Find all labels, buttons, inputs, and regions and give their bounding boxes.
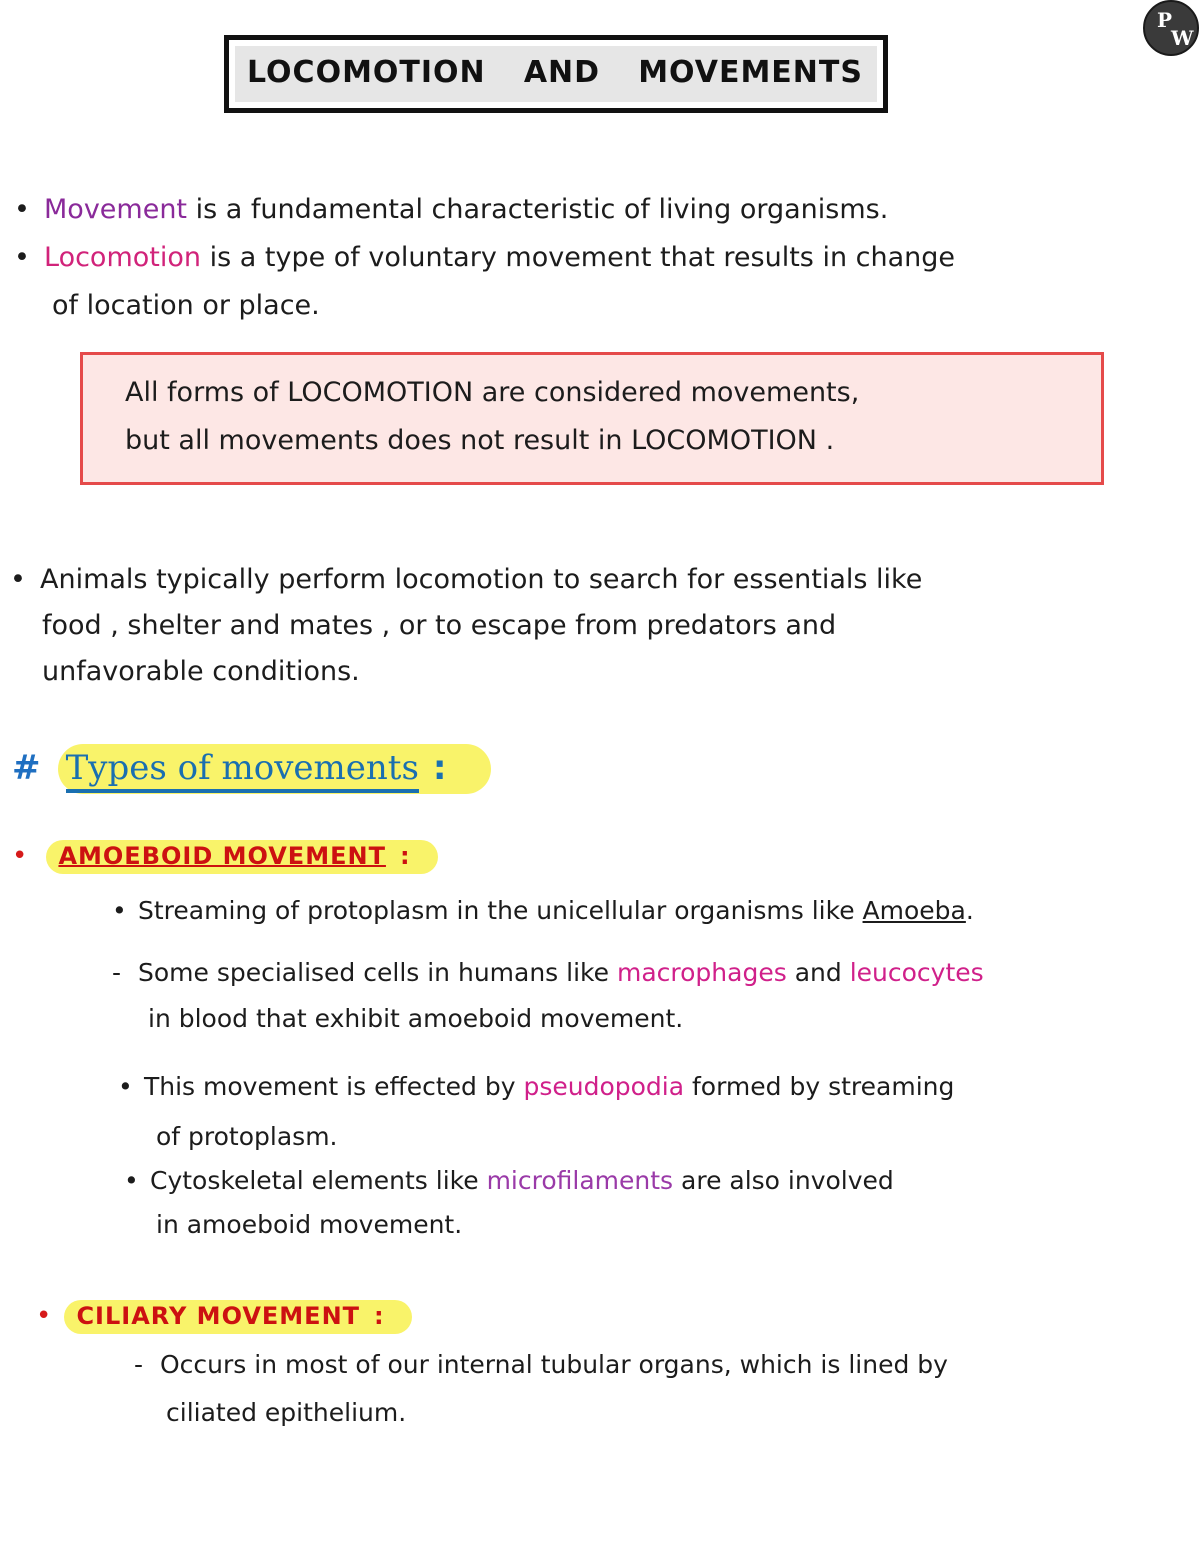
animals-line2: food , shelter and mates , or to escape from predators and [42,610,837,641]
intro-line-locomotion [14,234,955,282]
bullet: - [112,958,122,987]
ciliary-pill [64,1300,411,1334]
intro-line1-text: is a fundamental characteristic of living organisms. [195,194,889,225]
bullet: • [12,841,28,871]
animals-line3: unfavorable conditions. [42,656,360,687]
hash-icon: # [12,748,41,788]
note-line1: All forms of LOCOMOTION are considered movements, [125,377,860,408]
amoeboid-point3-line2: of protoplasm. [156,1122,338,1151]
title-word-and: AND [523,54,601,90]
page-title-box [224,35,888,113]
types-heading-text: Types of movements [66,748,419,793]
term-macrophages: macrophages [616,958,787,987]
bullet: • [36,1301,52,1331]
bullet: • [124,1166,139,1195]
animals-line1-text: Animals typically perform locomotion to search for essentials like [40,564,923,595]
ciliary-point1-line2: ciliated epithelium. [166,1398,407,1427]
bullet: • [112,896,127,925]
ciliary-heading [36,1300,412,1334]
amoeboid-point4-text: Cytoskeletal elements like [150,1166,479,1195]
intro-line-movement [14,186,888,234]
note-box [80,352,1104,485]
logo-letter-w: W [1171,26,1194,50]
amoeboid-point4 [124,1158,894,1204]
logo-letter-p: P [1157,8,1173,32]
bullet: - [134,1350,144,1379]
ciliary-point1 [134,1342,948,1388]
bullet: • [14,194,30,225]
amoeboid-point2 [112,950,984,996]
ciliary-colon: : [374,1302,384,1330]
term-pseudopodia: pseudopodia [523,1072,685,1101]
term-microfilaments: microfilaments [486,1166,674,1195]
amoeboid-point4-post: are also involved [681,1166,894,1195]
bullet: • [118,1072,133,1101]
term-movement: Movement [44,194,188,225]
amoeboid-title: AMOEBOID MOVEMENT [58,842,386,870]
bullet: • [10,564,26,595]
term-locomotion: Locomotion [44,242,201,273]
amoeboid-point3-post: formed by streaming [692,1072,955,1101]
amoeboid-point3-text: This movement is effected by [144,1072,516,1101]
period: . [965,896,974,925]
amoeboid-point3 [118,1064,954,1110]
amoeboid-point4-line2: in amoeboid movement. [156,1210,463,1239]
intro-line2-text: is a type of voluntary movement that results in change [209,242,956,273]
types-heading-colon: : [432,748,447,788]
word-and: and [794,958,842,987]
title-word-locomotion: LOCOMOTION [247,54,486,90]
pw-logo [1143,0,1199,56]
animals-line1 [10,556,922,604]
amoeboid-point1-text: Streaming of protoplasm in the unicellular organisms like [138,896,855,925]
title-word-movements: MOVEMENTS [638,54,863,90]
amoeboid-pill [46,840,437,874]
term-leucocytes: leucocytes [849,958,984,987]
amoeboid-heading [12,840,438,874]
ciliary-point1-text: Occurs in most of our internal tubular organs, which is lined by [160,1350,948,1379]
intro-line3: of location or place. [52,290,320,321]
amoeboid-point2-text: Some specialised cells in humans like [138,958,610,987]
ciliary-title: CILIARY MOVEMENT [76,1302,361,1330]
note-line2: but all movements does not result in LOCOMOTION . [125,425,835,456]
types-heading-highlight [58,744,491,794]
types-heading [12,744,491,794]
amoeboid-point1 [112,888,974,934]
amoeboid-point2-line2: in blood that exhibit amoeboid movement. [148,1004,684,1033]
amoeboid-colon: : [399,842,410,870]
bullet: • [14,242,30,273]
term-amoeba: Amoeba [862,896,966,925]
